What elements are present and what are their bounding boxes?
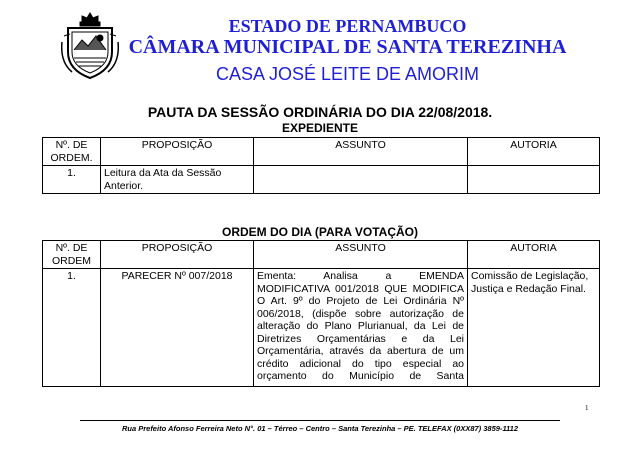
header-autoria: AUTORIA	[468, 241, 600, 269]
header-assunto: ASSUNTO	[254, 241, 468, 269]
row-proposicao: Leitura da Ata da Sessão Anterior.	[101, 166, 254, 194]
row-proposicao: PARECER Nº 007/2018	[101, 269, 254, 387]
section-ordem-do-dia: ORDEM DO DIA (PARA VOTAÇÃO)	[222, 225, 418, 239]
row-autoria	[468, 166, 600, 194]
chamber-heading: CÂMARA MUNICIPAL DE SANTA TEREZINHA	[128, 36, 567, 58]
footer-divider	[80, 420, 560, 421]
row-assunto	[254, 166, 468, 194]
table-header-row	[43, 241, 600, 269]
row-assunto: Ementa: Analisa a EMENDA MODIFICATIVA 001/2018 QUE MODIFICA O Art. 9º do Projeto de Lei Ordinária Nº 006/2018, (dispõe sobre autorização de alteração do Plano Plurianual, da Lei de Diretrizes Orçamentárias e da Lei Orçamentária, através da abertura de um crédito adicional do tipo especial ao orçamento do Município de Santa	[254, 269, 468, 387]
header-autoria: AUTORIA	[468, 138, 600, 166]
footer-address: Rua Prefeito Afonso Ferreira Neto N°. 01 – Térreo – Centro – Santa Terezinha – PE. TELEFAX (0XX87) 3859-1112	[121, 424, 519, 433]
header-proposicao: PROPOSIÇÃO	[101, 138, 254, 166]
header-num: Nº. DE ORDEM	[43, 241, 101, 269]
header-num: Nº. DE ORDEM.	[43, 138, 101, 166]
page-number: 1	[585, 404, 589, 412]
house-heading: CASA JOSÉ LEITE DE AMORIM	[215, 64, 480, 84]
state-heading: ESTADO DE PERNAMBUCO	[228, 16, 467, 36]
table-row	[43, 269, 600, 387]
row-autoria: Comissão de Legislação, Justiça e Redação Final.	[468, 269, 600, 387]
table-row	[43, 166, 600, 194]
header-proposicao: PROPOSIÇÃO	[101, 241, 254, 269]
ordem-do-dia-table	[42, 240, 600, 387]
section-expediente: EXPEDIENTE	[281, 121, 359, 135]
document-title: PAUTA DA SESSÃO ORDINÁRIA DO DIA 22/08/2018.	[147, 104, 493, 120]
row-num: 1.	[43, 269, 101, 387]
row-num: 1.	[43, 166, 101, 194]
header-assunto: ASSUNTO	[254, 138, 468, 166]
table-header-row	[43, 138, 600, 166]
expediente-table	[42, 137, 600, 194]
